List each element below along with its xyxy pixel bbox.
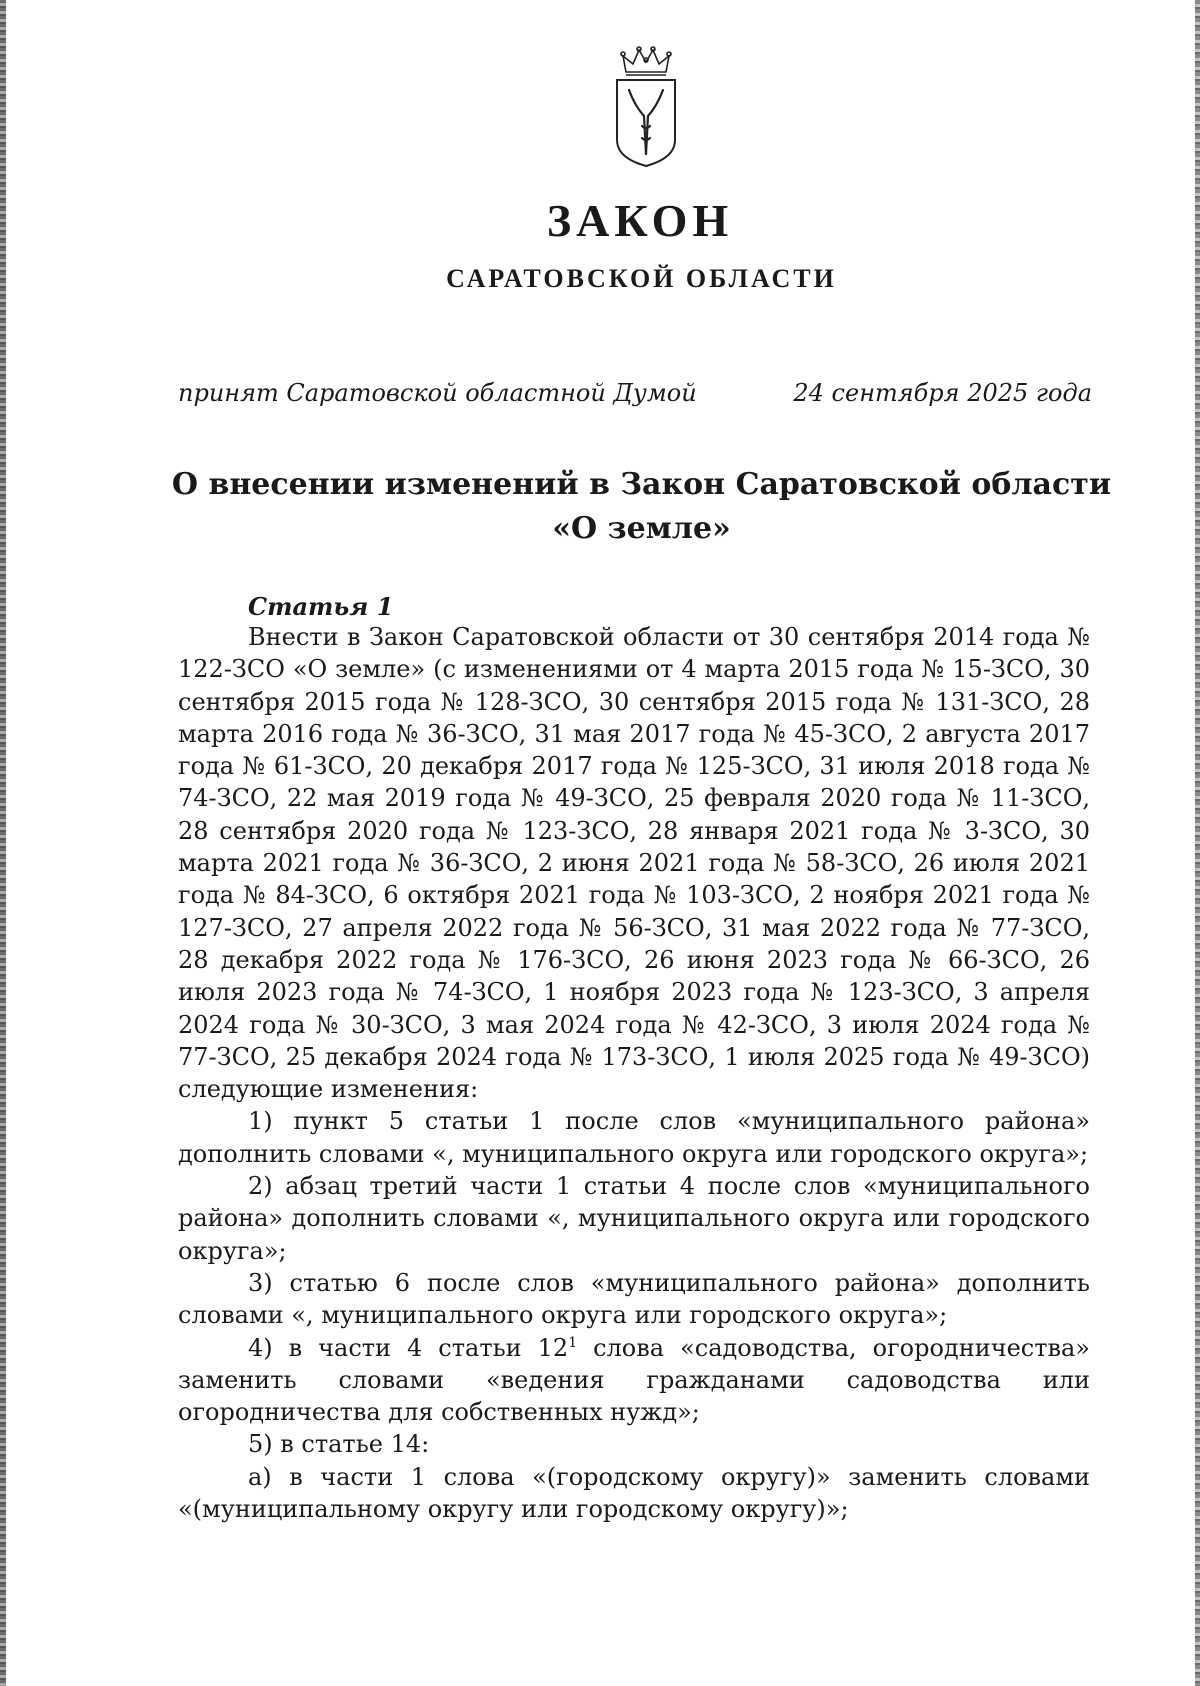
- law-heading-line-2: «О земле»: [552, 511, 731, 546]
- amendment-item-2: 2) абзац третий части 1 статьи 4 после слов «муниципального района» дополнить словами «, муниципального округа или городского округа»;: [178, 1172, 1090, 1265]
- adopted-by: принят Саратовской областной Думой: [178, 379, 697, 407]
- article-intro: Внести в Закон Саратовской области от 30 сентября 2014 года № 122-ЗСО «О земле» (с изменениями от 4 марта 2015 года № 15-ЗСО, 30 сентября 2015 года № 128-ЗСО, 30 сентября 2015 года № 131-ЗСО, 28 марта 2016 года № 36-ЗСО, 31 мая 2017 года № 45-ЗСО, 2 августа 2017 года № 61-ЗСО, 20 декабря 2017 года № 125-ЗСО, 31 июля 2018 года № 74-ЗСО, 22 мая 2019 года № 49-ЗСО, 25 февраля 2020 года № 11-ЗСО, 28 сентября 2020 года № 123-ЗСО, 28 января 2021 года № 3-ЗСО, 30 марта 2021 года № 36-ЗСО, 2 июня 2021 года № 58-ЗСО, 26 июля 2021 года № 84-ЗСО, 6 октября 2021 года № 103-ЗСО, 2 ноября 2021 года № 127-ЗСО, 27 апреля 2022 года № 56-ЗСО, 31 мая 2022 года № 77-ЗСО, 28 декабря 2022 года № 176-ЗСО, 26 июня 2023 года № 66-ЗСО, 26 июля 2023 года № 74-ЗСО, 1 ноября 2023 года № 123-ЗСО, 3 апреля 2024 года № 30-ЗСО, 3 мая 2024 года № 42-ЗСО, 3 июля 2024 года № 77-ЗСО, 25 декабря 2024 года № 173-ЗСО, 1 июля 2025 года № 49-ЗСО) следующие изменения:: [178, 623, 1090, 1104]
- article-label: Статья 1: [248, 592, 394, 621]
- amendment-item-3: 3) статью 6 после слов «муниципального района» дополнить словами «, муниципального округа или городского округа»;: [178, 1268, 1090, 1330]
- adopted-date: 24 сентября 2025 года: [793, 379, 1092, 407]
- coat-of-arms-icon: [611, 46, 681, 170]
- scan-edge-right: [1195, 0, 1200, 1686]
- document-subtitle: САРАТОВСКОЙ ОБЛАСТИ: [446, 264, 837, 293]
- amendment-item-4-start: 4) в части 4 статьи 12: [248, 1333, 569, 1362]
- scan-edge-left: [0, 0, 6, 1686]
- law-heading: [0, 463, 1200, 551]
- amendment-item-4-end: слова «садоводства, огородничества» заменить словами «ведения гражданами садоводства или огородничества для собственных нужд»;: [178, 1333, 1090, 1427]
- amendment-item-5a: а) в части 1 слова «(городскому округу)» заменить словами «(муниципальному округу или городскому округу)»;: [178, 1462, 1090, 1524]
- amendment-item-1: 1) пункт 5 статьи 1 после слов «муниципального района» дополнить словами «, муниципального округа или городского округа»;: [178, 1107, 1090, 1168]
- amendment-item-4-superscript: 1: [568, 1334, 578, 1351]
- document-title: ЗАКОН: [546, 195, 734, 246]
- amendment-item-4: [178, 1332, 1090, 1429]
- amendment-item-5: 5) в статье 14:: [248, 1430, 430, 1459]
- article-body: [178, 621, 1090, 1525]
- law-heading-line-1: О внесении изменений в Закон Саратовской области: [171, 467, 1112, 502]
